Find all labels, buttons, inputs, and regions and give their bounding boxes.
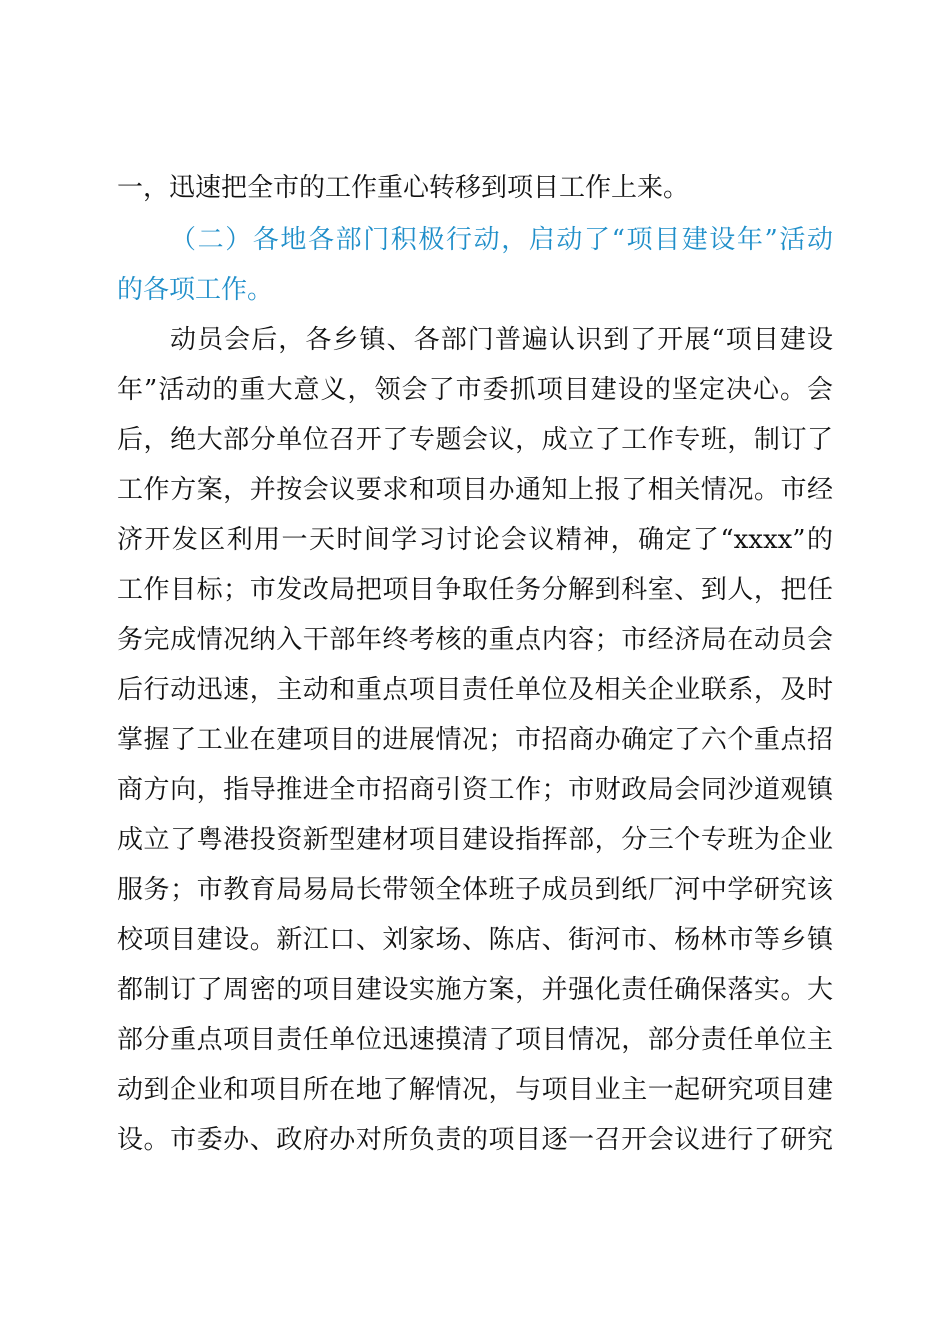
body-text-line: 成立了粤港投资新型建材项目建设指挥部，分三个专班为企业 [117, 825, 833, 855]
body-text-line: 商方向，指导推进全市招商引资工作；市财政局会同沙道观镇 [117, 775, 833, 805]
body-text-line: 工作方案，并按会议要求和项目办通知上报了相关情况。市经 [117, 475, 833, 505]
body-text-line: 动员会后，各乡镇、各部门普遍认识到了开展“项目建设 [170, 325, 833, 355]
body-text-line: 掌握了工业在建项目的进展情况；市招商办确定了六个重点招 [117, 725, 833, 755]
body-text-line: 服务；市教育局易局长带领全体班子成员到纸厂河中学研究该 [117, 875, 833, 905]
body-text-line: 务完成情况纳入干部年终考核的重点内容；市经济局在动员会 [117, 625, 833, 655]
body-text-line: 设。市委办、政府办对所负责的项目逐一召开会议进行了研究 [117, 1125, 833, 1155]
body-text-line: 济开发区利用一天时间学习讨论会议精神，确定了“xxxx”的 [117, 525, 833, 555]
body-text-line: 工作目标；市发改局把项目争取任务分解到科室、到人，把任 [117, 575, 833, 605]
body-text-line: 部分重点项目责任单位迅速摸清了项目情况，部分责任单位主 [117, 1025, 833, 1055]
section-heading-line-1: （二）各地各部门积极行动，启动了“项目建设年”活动 [170, 225, 833, 255]
body-text-line: 后行动迅速，主动和重点项目责任单位及相关企业联系，及时 [117, 675, 833, 705]
body-text-line: 动到企业和项目所在地了解情况，与项目业主一起研究项目建 [117, 1075, 833, 1105]
body-text-line: 校项目建设。新江口、刘家场、陈店、街河市、杨林市等乡镇 [117, 925, 833, 955]
section-heading-line-2: 的各项工作。 [117, 275, 274, 305]
body-text-line: 都制订了周密的项目建设实施方案，并强化责任确保落实。大 [117, 975, 833, 1005]
body-text-line: 后，绝大部分单位召开了专题会议，成立了工作专班，制订了 [117, 425, 833, 455]
body-text-line: 年”活动的重大意义，领会了市委抓项目建设的坚定决心。会 [117, 375, 833, 405]
paragraph-line-conclusion: 一，迅速把全市的工作重心转移到项目工作上来。 [117, 173, 690, 203]
